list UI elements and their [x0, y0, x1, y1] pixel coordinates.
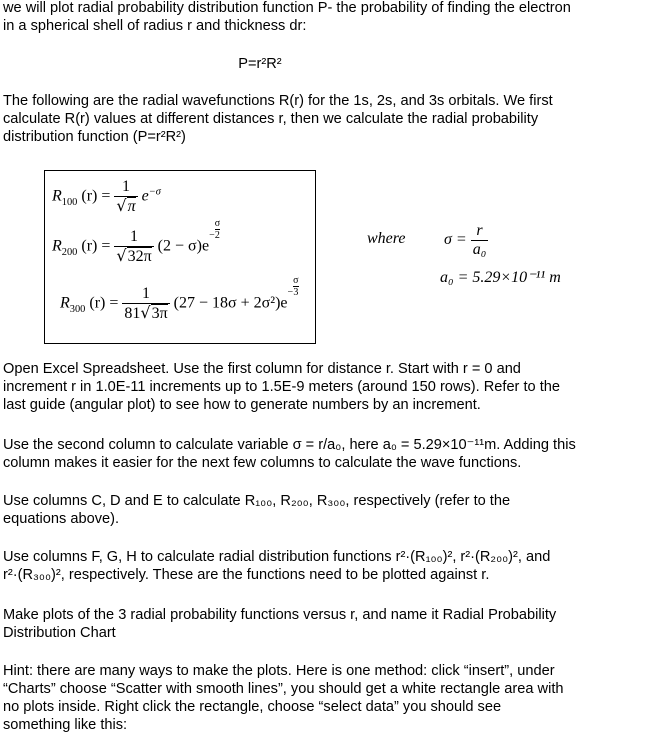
- where-label: where: [367, 230, 406, 247]
- step-line: equations above).: [3, 511, 120, 527]
- r200-arg: (r) =: [81, 237, 111, 255]
- r100-fraction: $\frac{1}{√\pi}$: [116, 178, 136, 215]
- r300-exp-den: 3: [293, 287, 299, 298]
- r100-exp: e: [141, 187, 149, 205]
- r300-exponent: − $\frac{\sigma}{3}$: [287, 275, 299, 298]
- r100-den: π: [127, 198, 136, 215]
- r300-body: (27 − 18σ + 2σ²)e: [173, 294, 288, 312]
- equation-r100: [52, 178, 161, 216]
- step-line: Use columns C, D and E to calculate R₁₀₀, R₂₀₀, R₃₀₀, respectively (refer to the: [3, 493, 511, 509]
- r100-label: R: [52, 187, 62, 205]
- r200-sub: 200: [61, 246, 78, 258]
- intro-line: in a spherical shell of radius r and thickness dr:: [3, 18, 307, 34]
- r100-sup: −σ: [148, 186, 161, 198]
- r200-exponent: − $\frac{\sigma}{2}$: [209, 218, 221, 241]
- step-line: “Charts” choose “Scatter with smooth lines”, you should get a white rectangle area with: [3, 681, 564, 697]
- intro-line: we will plot radial probability distribution function P- the probability of finding the electron: [3, 0, 571, 16]
- sigma-definition: [444, 222, 488, 259]
- r100-num: 1: [114, 178, 137, 197]
- step-line: Use columns F, G, H to calculate radial distribution functions r²·(R₁₀₀)², r²·(R₂₀₀)², and: [3, 549, 551, 565]
- r300-arg: (r) =: [89, 294, 119, 312]
- r300-exp-num: σ: [293, 275, 299, 286]
- r200-fraction: $\frac{1}{√32\pi}$: [116, 228, 152, 265]
- step-line: last guide (angular plot) to see how to generate numbers by an increment.: [3, 397, 481, 413]
- r200-label: R: [52, 237, 62, 255]
- r300-label: R: [60, 294, 70, 312]
- step-line: Hint: there are many ways to make the plots. Here is one method: click “insert”, under: [3, 663, 555, 679]
- step-line: r²·(R₃₀₀)², respectively. These are the functions need to be plotted against r.: [3, 567, 490, 583]
- step-3: [3, 492, 643, 528]
- sigma-den: a₀: [472, 241, 487, 258]
- r300-den-b: 3π: [151, 305, 168, 322]
- step-line: column makes it easier for the next few columns to calculate the wave functions.: [3, 455, 522, 471]
- sigma-lhs: σ =: [444, 231, 467, 249]
- r200-num: 1: [114, 228, 153, 247]
- sigma-num: r: [471, 222, 489, 241]
- step-line: Make plots of the 3 radial probability functions versus r, and name it Radial Probability: [3, 607, 557, 623]
- r300-fraction: $\frac{1}{81√3\pi}$: [124, 285, 168, 322]
- step-line: Open Excel Spreadsheet. Use the first column for distance r. Start with r = 0 and: [3, 361, 521, 377]
- r300-num: 1: [122, 285, 169, 304]
- r100-sub: 100: [61, 196, 78, 208]
- r200-exp-num: σ: [214, 218, 221, 229]
- intro-paragraph: [3, 0, 643, 35]
- r300-den-a: 81: [124, 305, 141, 322]
- a0-definition: a₀ = 5.29×10⁻¹¹ m: [440, 269, 561, 286]
- r300-sub: 300: [69, 303, 86, 315]
- step-4: [3, 548, 643, 584]
- r200-den: 32π: [127, 248, 152, 265]
- equation-r300: [60, 275, 299, 323]
- step-2: [3, 436, 643, 472]
- step-5: [3, 606, 643, 642]
- wavefunction-intro: [3, 92, 643, 146]
- wavefn-line: distribution function (P=r²R²): [3, 129, 186, 145]
- step-line: increment r in 1.0E-11 increments up to 1.5E-9 meters (around 150 rows). Refer to the: [3, 379, 560, 395]
- step-line: something like this:: [3, 717, 128, 733]
- r200-body: (2 − σ)e: [157, 237, 210, 255]
- r200-exp-den: 2: [214, 230, 220, 241]
- step-line: no plots inside. Right click the rectangle, choose “select data” you should see: [3, 699, 502, 715]
- r100-arg: (r) =: [81, 187, 111, 205]
- step-1: [3, 360, 643, 414]
- step-line: Distribution Chart: [3, 625, 116, 641]
- formula-p: P=r²R²: [238, 56, 282, 72]
- wavefn-line: calculate R(r) values at different distances r, then we calculate the radial probability: [3, 111, 539, 127]
- step-line: Use the second column to calculate variable σ = r/a₀, here a₀ = 5.29×10⁻¹¹m. Adding this: [3, 437, 576, 453]
- wavefn-line: The following are the radial wavefunctions R(r) for the 1s, 2s, and 3s orbitals. We first: [3, 93, 553, 109]
- sigma-fraction: [471, 222, 489, 259]
- step-6-hint: [3, 662, 643, 734]
- equation-r200: [52, 218, 221, 266]
